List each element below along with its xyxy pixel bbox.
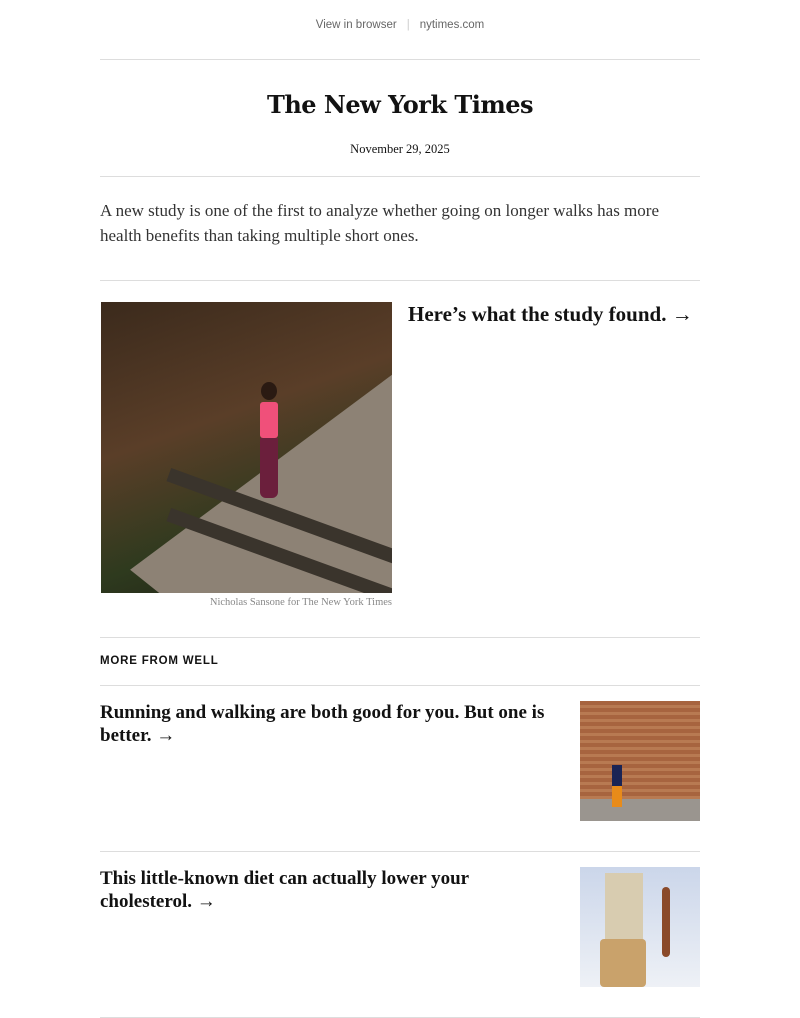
lead-story xyxy=(100,281,700,638)
story-thumbnail-food[interactable] xyxy=(580,867,700,987)
intro-text: A new study is one of the first to analyze whether going on longer walks has more health benefits than taking multiple short ones. xyxy=(100,177,700,281)
nyt-logo[interactable]: The New York Times xyxy=(267,90,533,119)
lead-headline-link[interactable]: Here’s what the study found. → xyxy=(408,302,693,326)
view-in-browser-link[interactable]: View in browser xyxy=(315,18,397,31)
photo-credit: Nicholas Sansone for The New York Times xyxy=(209,597,392,608)
nytimes-link[interactable]: nytimes.com xyxy=(419,18,485,31)
top-links xyxy=(100,0,700,60)
story-item xyxy=(100,686,700,852)
story-headline-link[interactable]: This little-known diet can actually lower your cholesterol. → xyxy=(100,868,469,912)
runner-figure xyxy=(256,382,282,512)
story-headline-link[interactable]: Running and walking are both good for you. But one is better. → xyxy=(100,702,545,746)
newsletter-date: November 29, 2025 xyxy=(100,142,700,177)
story-item xyxy=(100,852,700,1018)
lead-photo-runner[interactable] xyxy=(101,302,392,593)
section-label: MORE FROM WELL xyxy=(100,638,700,686)
story-thumbnail-runner[interactable] xyxy=(580,701,700,821)
separator: | xyxy=(406,18,410,31)
